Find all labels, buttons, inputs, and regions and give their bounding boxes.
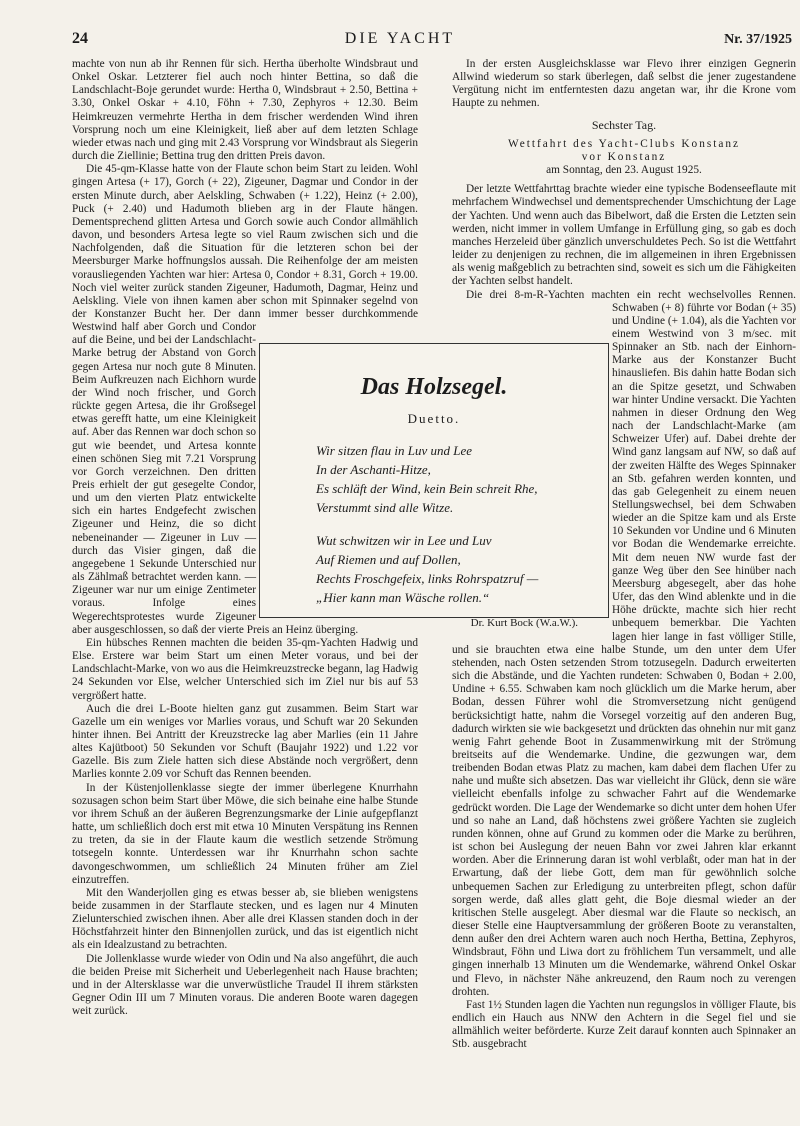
paragraph: Der letzte Wettfahrttag brachte wieder eine typische Bodenseeflaute mit mehrfachem Windwechsel und dementsprechender Umschichtung der Lage der Yachten. Und wenn auch das Bibelwort, daß die Ersten die Letzten sein werden, nicht immer in vollem Umfange in Erfüllung ging, so gab es doch manches Herzeleid über gänzlich unverschuldetes Pech. So ist die Wettfahrt leider zu denjenigen zu rechnen, die im allgemeinen in ihren Ergebnissen als wenig maßgeblich zu betrachten sind, soweit es sich um die Fähigkeiten der Yachten selbst handelt. (452, 183, 796, 288)
section-date: am Sonntag, den 23. August 1925. (546, 164, 702, 177)
paragraph: Mit den Wanderjollen ging es etwas besser ab, sie blieben wenigstens beide zusammen in der Starflaute stecken, und es lagen nur 4 Minuten Zielunterschied zwischen ihnen. Aber alle drei Klassen standen doch in der Höchstfahrzeit hinter den Binnenjollen zurück, und das ist eigentlich nicht als ein Idealzustand zu betrachten. (72, 886, 418, 952)
poem-line: Rechts Froschgefeix, links Rohrspatzruf — (316, 571, 539, 586)
poem-line: In der Aschanti-Hitze, (316, 462, 431, 477)
page-number: 24 (72, 30, 88, 47)
paragraph: Die Jollenklasse wurde wieder von Odin und Na also angeführt, die auch die beiden Preise mit Sicherheit und Ueberlegenheit nach Hause brachten; und in der Altersklasse war die unverwüstliche Traudel II ihrem stärksten Gegner Odin III um 7 Minuten voraus. Die anderen Boote waren dagegen weit zurück. (72, 952, 418, 1018)
paragraph: In der Küstenjollenklasse siegte der immer überlegene Knurrhahn sozusagen schon beim Start über Möwe, die sich beinahe eine halbe Stunde vor ihrem Schuß an der äußeren Begrenzungsmarke der Linie aufgepflanzt hatte, um schließlich doch erst mit etwa 10 Minuten Verspätung ins Rennen zu treten, da sie in der Flaute kaum die westlich setzende Strömung totsegeln konnte. Unterdessen war ihr Knurrhahn schon sachte davongeschwommen, um schließlich 24 Minuten früher am Ziel einzutreffen. (72, 781, 418, 886)
poem-line: Wut schwitzen wir in Lee und Luv (316, 533, 492, 548)
paragraph: In der ersten Ausgleichsklasse war Flevo ihrer einzigen Gegnerin Allwind wiederum so stark überlegen, daß selbst die jener zugestandene Vergütung nicht im entferntesten dazu angetan war, ihr die Krone vom Haupte zu nehmen. (452, 58, 796, 110)
poem-stanza (316, 441, 608, 517)
poem-line: Auf Riemen und auf Dollen, (316, 552, 461, 567)
section-event: Wettfahrt des Yacht-Clubs Konstanz (507, 137, 741, 150)
poem-stanza (316, 531, 608, 607)
paragraph: Die 45-qm-Klasse hatte von der Flaute schon beim Start zu leiden. Wohl gingen Artesa (+ 17), Gorch (+ 22), Zigeuner, Dagmar und Condor in der ersten Minute durch, aber Aelskling, Schwaben (+ 1.22), Heinz (+ 2.00), Puck (+ 2.40) und Hadumoth blieben arg in der Flaute hängen. Dementsprechend glitten Artesa und Gorch sowie auch Condor allmählich davon, und besonders Artesa legte so viel Raum zwischen sich und die Nachfolgenden, daß die Situation für die letzteren schon bei der Meersburger Marke hoffnungslos aussah. Die Reihenfolge der am meisten vorausliegenden Yachten war hier: Artesa 0, Condor + 8.31, Gorch + 19.00. Noch viel weiter zurück standen Zigeuner, Hadumoth, Dagmar, Heinz und Aelskling. Viele von ihnen kamen aber schon mit Spinnaker segelnd von der Konstanzer Bucht her. Der dann immer besser durchkommende Westwind half aber Gorch und Condor auf die Beine, und bei der Landschlacht-Marke betrug der Abstand von Gorch gegen Artesa nur noch gute 8 Minuten. Beim Aufkreuzen nach Eichhorn wurde der Wind noch frischer, und Gorch rückte gegen Artesa, die ihr Großsegel etwas gerefft hatte, um eine Kleinigkeit auf. Aber das Rennen war doch schon so gut wie beendet, und Artesa konnte einen schönen Sieg mit 7.21 Vorsprung vor Gorch verzeichnen. Den dritten Preis erhielt der gut gesegelte Condor, und um den vierten Platz entwickelte sich ein hartes Endgefecht zwischen Zigeuner und Heinz, die so dicht nebeneinander — Zigeuner in Luv — durch das Visier gingen, daß die angegebene 1 Sekunde Unterschied nur als Zählmaß betrachtet werden kann. — Zigeuner war nur um einige Zentimeter voraus. Infolge eines Wegerechtsprotestes wurde Zigeuner aber ausgeschlossen, so daß der vierte Preis an Heinz überging. (72, 163, 418, 636)
poem-box (259, 343, 609, 629)
journal-title: DIE YACHT (344, 30, 456, 47)
poem-line: „Hier kann man Wäsche rollen.“ (316, 590, 490, 605)
paragraph: Ein hübsches Rennen machten die beiden 35-qm-Yachten Hadwig und Else. Erstere war beim Start um einen Meter voraus, und bei der Landschlacht-Marke, von wo aus die Heimkreuzstrecke begann, lag Hadwig 24 Sekunden vor Else, welcher Unterschied sich im Ziel nur bis auf 53 vergrößert hatte. (72, 636, 418, 702)
issue-number: Nr. 37/1925 (724, 32, 792, 47)
poem-line: Es schläft der Wind, kein Bein schreit Rhe, (316, 481, 538, 496)
poem-author: Dr. Kurt Bock (W.a.W.). (470, 617, 578, 629)
poem-subtitle: Duetto. (407, 411, 461, 426)
poem-line: Verstummt sind alle Witze. (316, 500, 454, 515)
paragraph: machte von nun ab ihr Rennen für sich. Hertha überholte Windsbraut und Onkel Oskar. Letzterer fiel auch noch hinter Bettina, so daß die Landschlacht-Boje gerundet wurde: Hertha 0, Windsbraut + 2.50, Bettina + 3.30, Onkel Oskar + 4.10, Föhn + 7.30, Zephyros + 12.30. Beim Heimkreuzen vermehrte Hertha in dem frischer werdenden Wind ihren Vorsprung noch um eine Kleinigkeit, ließ aber auf dem letzten Schlage wieder etwas nach und ging mit 2.43 Vorsprung vor Windsbraut als Siegerin durch die Ziellinie; Bettina trug den dritten Preis davon. (72, 58, 418, 163)
poem-line: Wir sitzen flau in Luv und Lee (316, 443, 472, 458)
paragraph: Die drei 8-m-R-Yachten machten ein recht wechselvolles Rennen. Schwaben (+ 8) führte vor Bodan (+ 35) und Undine (+ 1.04), als die Yachten vor einem Westwind von 3 m/sec. mit Spinnaker an Stb. nach der Einhorn-Marke aus der Konstanzer Bucht hinausliefen. Bis dahin hatte Bodan sich an die Spitze gesetzt, und Schwaben war hinter Undine versackt. Die Yachten nahmen in dieser Ordnung den Weg nach der Landschlacht-Marke (am Schweizer Ufer) auf. Dabei drehte der Wind ganz langsam auf NW, so daß auf der zweiten Hälfte des Weges Spinnaker an Stb. gefahren werden konnten, und das gab Gelegenheit zu einem neuen Stellungswechsel, bei dem Schwaben wieder an die Spitze kam und als Erste 10 Sekunden vor Undine und 6 Minuten vor Bodan die Wendemarke erreichte. Mit dem neuen NW wurde fast der ganze Weg über den See hinüber nach Meersburg abgesegelt, aber das hohe Ufer, das den Wind ablenkte und in die Höhe drückte, machte sich hier recht unbequem bemerkbar. Die Yachten lagen hier lange in fast völliger Stille, und sie brauchten etwa eine halbe Stunde, um den unter dem Ufer stehenden, nach Osten setzenden Strom totzusegeln. Dadurch erweiterten sich die Abstände, und die Yachten rundeten: Schwaben 0, Bodan + 2.00, Undine + 6.55. Schwaben kam noch glücklich um die Marke herum, aber Bodan, dessen Führer wohl die Stromversetzung nicht genügend berücksichtigt hatte, nahm die Vorsegel vorzeitig auf den anderen Bug, dadurch wirkten sie wie backgesetzt und drückten das ohnehin nur mit ganz wenig Fahrt gehende Boot in Zusammenwirkung mit der Strömung breitseits auf die Wendemarke. Undine, die gezwungen war, dem treibenden Bodan etwas Platz zu machen, kam dabei dem flachen Ufer zu nahe und mußte sich absetzen. Das war vielleicht ihr Glück, denn sie wäre vielleicht ebenfalls infolge zu schwacher Fahrt auf die Wendemarke gedrückt worden. Die Lage der Wendemarke so dicht unter dem hohen Ufer und so nahe an Land, daß höchstens zwei größere Yachten sie zugleich runden können, ohne auf Grund zu kommen oder die Marke zu berühren, ist schon bei Auslegung der neuen Bahn vor zwei Jahren klar erkannt worden. Aber die Erinnerung daran ist wohl verblaßt, oder man hat in der Erwartung, daß der liebe Gott, dem man für gewöhnlich solche unbequemen Sachen zur Erledigung zu unterbreiten pflegt, schon dafür sorgen werde, daß alles glatt geht, die Boje diesmal wieder an der kritischen Stelle ausgelegt. Aber diesmal war die Flaute so neckisch, an dieser Stelle eine Hauptversammlung der größeren Boote zu veranstalten, denn außer den drei Achtern waren auch noch Hertha, Bettina, Zephyros, Windsbraut, Föhn und Liwa dort zu fröhlichem Tun versammelt, und alle gingen innerhalb 13 Minuten um die Wendemarke, während Onkel Oskar und Flevo, in nächster Nähe ankreuzend, den Raum noch zu verengen drohten. (452, 288, 796, 998)
paragraph: Fast 1½ Stunden lagen die Yachten nun regungslos in völliger Flaute, bis endlich ein Hauch aus NNW den Achtern in die Segel fiel und sie allmählich weiter beförderte. Kurze Zeit darauf konnten auch Spinnaker an Stb. ausgebracht (452, 998, 796, 1051)
section-day: Sechster Tag. (591, 117, 657, 132)
paragraph: Auch die drei L-Boote hielten ganz gut zusammen. Beim Start war Gazelle um ein weniges vor Marlies voraus, und Schuft war 20 Sekunden hinter ihnen. Bei Antritt der Kreuzstrecke lag aber Marlies (ein 11 Jahre altes Kajütboot) 50 Sekunden vor Schuft (Baujahr 1922) und 1.22 vor Gazelle. Bis zum Ziele hatten sich diese Abstände noch vergrößert, denn Marlies konnte 2.09 vor Schuft das Rennen beenden. (72, 702, 418, 781)
section-event-place: vor Konstanz (581, 150, 667, 163)
poem-title: Das Holzsegel. (360, 374, 508, 400)
